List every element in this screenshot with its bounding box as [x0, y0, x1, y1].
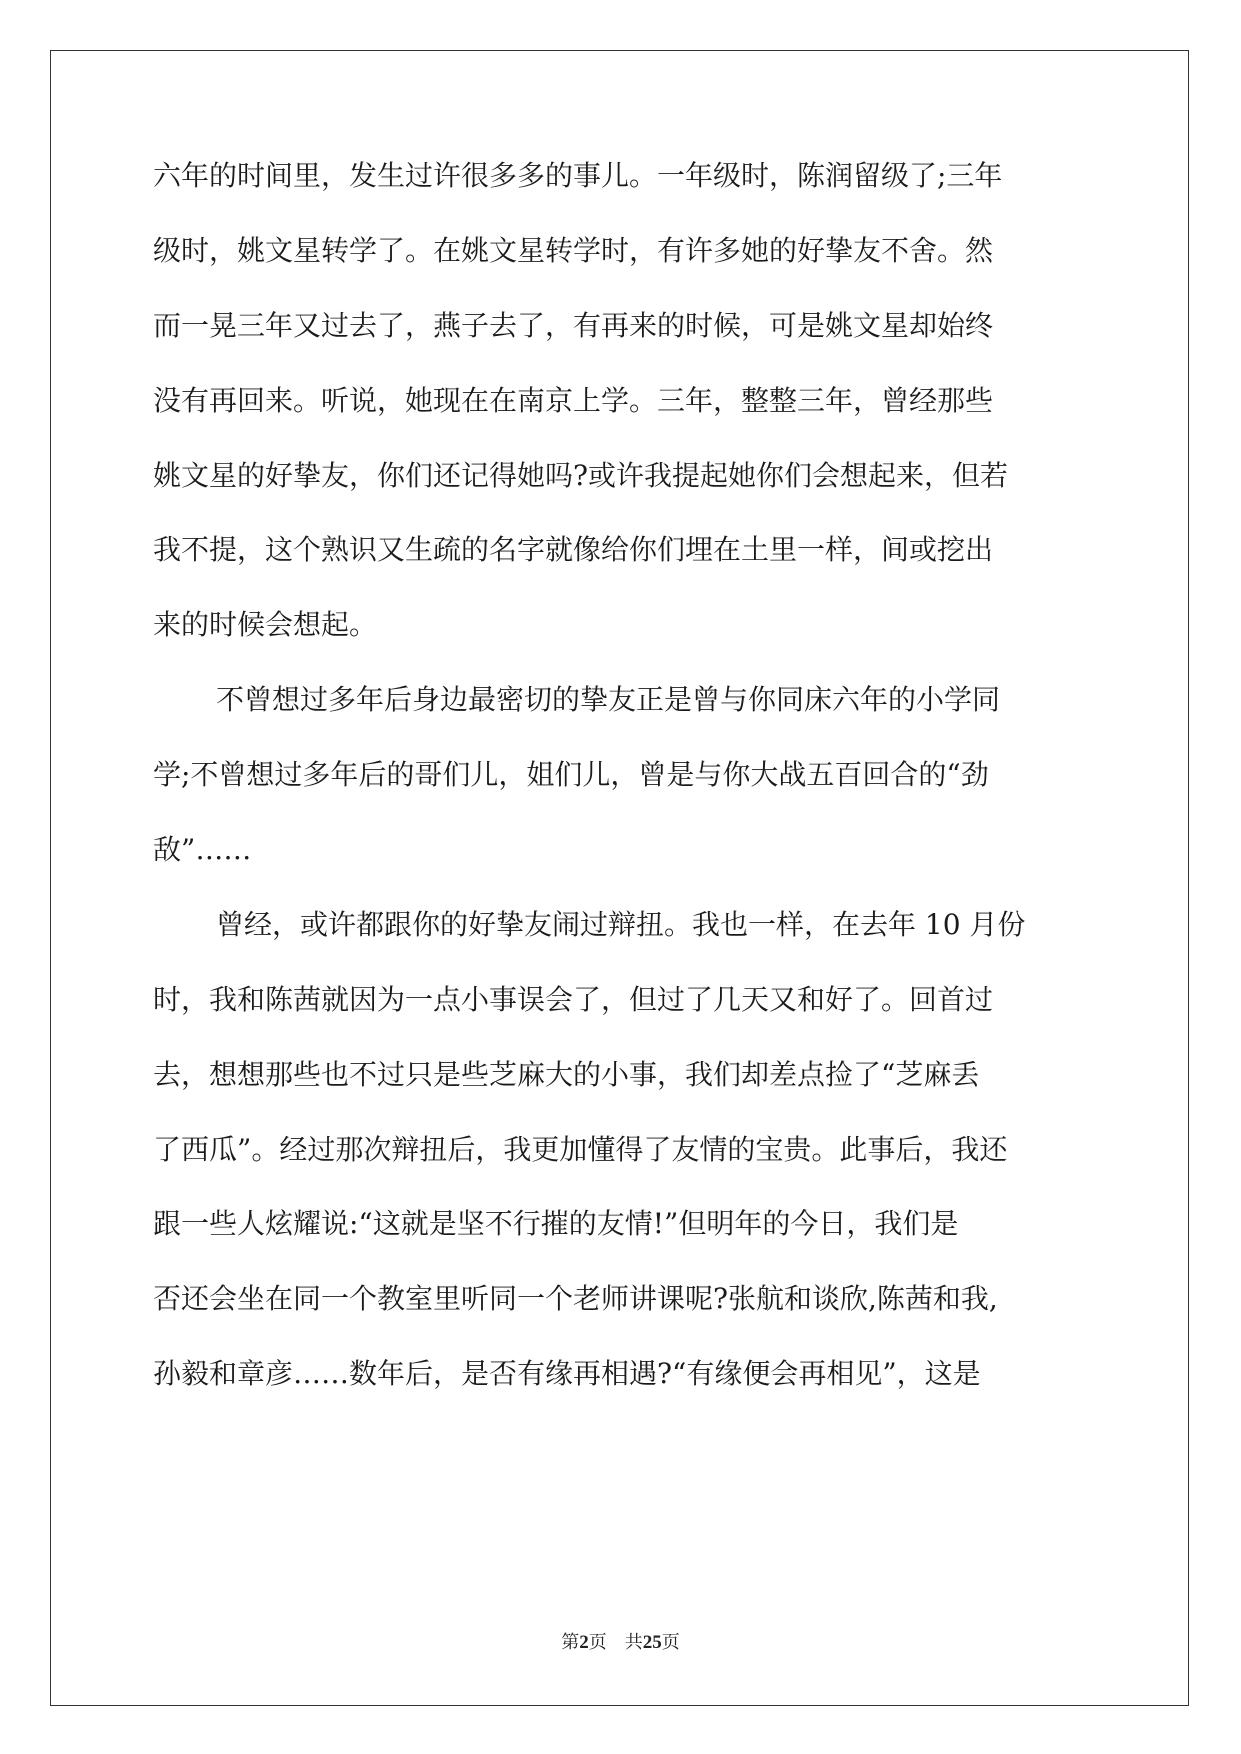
text-line: 级时，姚文星转学了。在姚文星转学时，有许多她的好挚友不舍。然 — [153, 233, 994, 267]
text-line: 而一晃三年又过去了，燕子去了，有再来的时候，可是姚文星却始终 — [153, 308, 994, 342]
text-line: 否还会坐在同一个教室里听同一个老师讲课呢?张航和谈欣,陈茜和我, — [153, 1282, 998, 1316]
footer-current-page: 2 — [579, 1632, 589, 1653]
document-body — [153, 158, 1087, 1431]
text-line: 跟一些人炫耀说:“这就是坚不行摧的友情!”但明年的今日，我们是 — [153, 1207, 959, 1241]
text-line: 来的时候会想起。 — [153, 608, 378, 642]
text-line: 曾经，或许都跟你的好挚友闹过辩扭。我也一样，在去年 10 月份 — [216, 907, 1026, 941]
page-footer — [0, 1628, 1241, 1654]
footer-total-pages: 25 — [642, 1632, 662, 1653]
footer-middle: 页 共 — [588, 1632, 643, 1653]
text-line: 学;不曾想过多年后的哥们儿，姐们儿，曾是与你大战五百回合的“劲 — [153, 758, 989, 792]
text-line: 时，我和陈茜就因为一点小事误会了，但过了几天又和好了。回首过 — [153, 982, 994, 1016]
text-line: 孙毅和章彦……数年后，是否有缘再相遇?“有缘便会再相见”，这是 — [153, 1357, 981, 1391]
text-line: 了西瓜”。经过那次辩扭后，我更加懂得了友情的宝贵。此事后，我还 — [153, 1132, 1008, 1166]
text-line: 没有再回来。听说，她现在在南京上学。三年，整整三年，曾经那些 — [153, 383, 994, 417]
text-line: 姚文星的好挚友，你们还记得她吗?或许我提起她你们会想起来，但若 — [153, 458, 1009, 492]
text-line: 去，想想那些也不过只是些芝麻大的小事，我们却差点捡了“芝麻丢 — [153, 1057, 980, 1091]
footer-suffix: 页 — [661, 1632, 680, 1653]
text-line: 敌”…… — [153, 833, 252, 867]
text-line: 六年的时间里，发生过许很多多的事儿。一年级时，陈润留级了;三年 — [153, 159, 1003, 192]
footer-prefix: 第 — [561, 1632, 580, 1653]
text-line: 不曾想过多年后身边最密切的挚友正是曾与你同床六年的小学同 — [216, 683, 1001, 717]
text-line: 我不提，这个熟识又生疏的名字就像给你们埋在土里一样，间或挖出 — [153, 533, 994, 567]
